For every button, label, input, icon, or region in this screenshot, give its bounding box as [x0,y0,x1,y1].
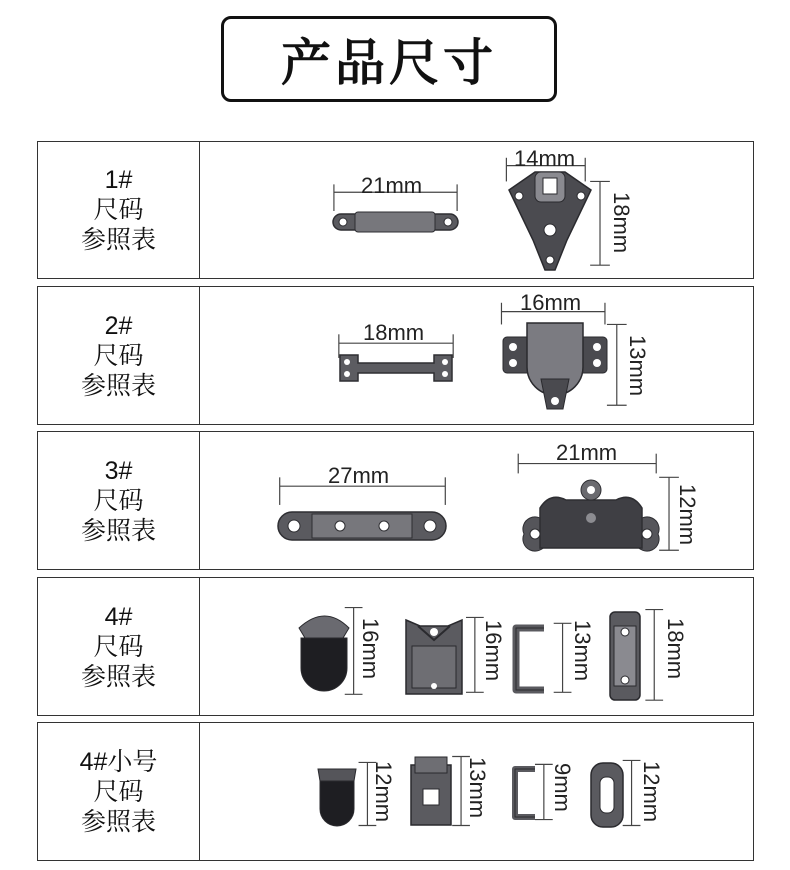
dim-height-4: 18mm [663,618,688,680]
eye-clasp-icon [501,317,609,413]
label-line-1: 尺码 [93,195,144,224]
page-title: 产品尺寸 [281,33,497,92]
dim-height-1: 16mm [358,618,383,680]
size-label-cell [38,723,200,860]
eye-clasp-icon [520,478,662,554]
label-line-1: 尺码 [93,631,144,661]
hook-bar-icon [333,208,458,236]
dim-height-1: 12mm [675,484,700,546]
size-number: 4# [104,602,133,631]
label-line-1: 尺码 [93,340,144,370]
dim-height-1: 12mm [371,761,396,823]
label-line-2: 参照表 [80,370,156,400]
title-box [221,16,557,102]
dim-height-3: 9mm [550,763,575,812]
hook-bar-icon [338,351,454,385]
dim-width-1: 18mm [363,320,425,345]
slider-bracket-icon [409,755,453,827]
dim-height-3: 13mm [570,620,595,682]
staple-bar-icon [278,508,446,544]
staple-bar-icon [589,761,625,829]
size-row-5 [37,722,754,861]
size-number: 1# [104,166,133,194]
size-label-cell [38,287,200,424]
dim-height-1: 13mm [625,335,650,397]
label-line-2: 参照表 [80,515,156,545]
label-line-1: 尺码 [93,776,144,806]
dim-width-2: 16mm [520,290,582,315]
label-line-1: 尺码 [93,485,144,515]
size-row-1 [37,141,754,279]
dim-width-2: 14mm [514,146,576,171]
size-label-cell [38,432,200,569]
label-line-2: 参照表 [80,806,156,836]
size-row-2 [37,286,754,425]
staple-bar-icon [608,610,642,702]
size-number: 3# [104,456,133,485]
dim-height-2: 16mm [481,620,506,682]
size-label-cell [38,578,200,715]
slider-bracket-icon [404,616,464,698]
eye-clasp-icon [505,168,595,274]
label-line-2: 参照表 [80,225,156,254]
label-line-2: 参照表 [80,661,156,691]
size-number: 4#小号 [79,747,158,776]
dim-height-2: 13mm [465,757,490,819]
dim-height-1: 18mm [609,192,634,254]
hook-tab-icon [314,763,360,829]
hook-tab-icon [508,624,552,694]
size-row-3 [37,431,754,570]
dim-width-2: 21mm [556,440,618,465]
dim-height-4: 12mm [639,761,664,823]
dim-width-1: 27mm [328,463,390,488]
size-number: 2# [104,311,133,340]
dim-width-1: 21mm [361,173,423,198]
hook-tab-icon [295,608,353,692]
size-label-cell [38,142,200,278]
hook-tab-icon [507,765,539,821]
size-row-4 [37,577,754,716]
